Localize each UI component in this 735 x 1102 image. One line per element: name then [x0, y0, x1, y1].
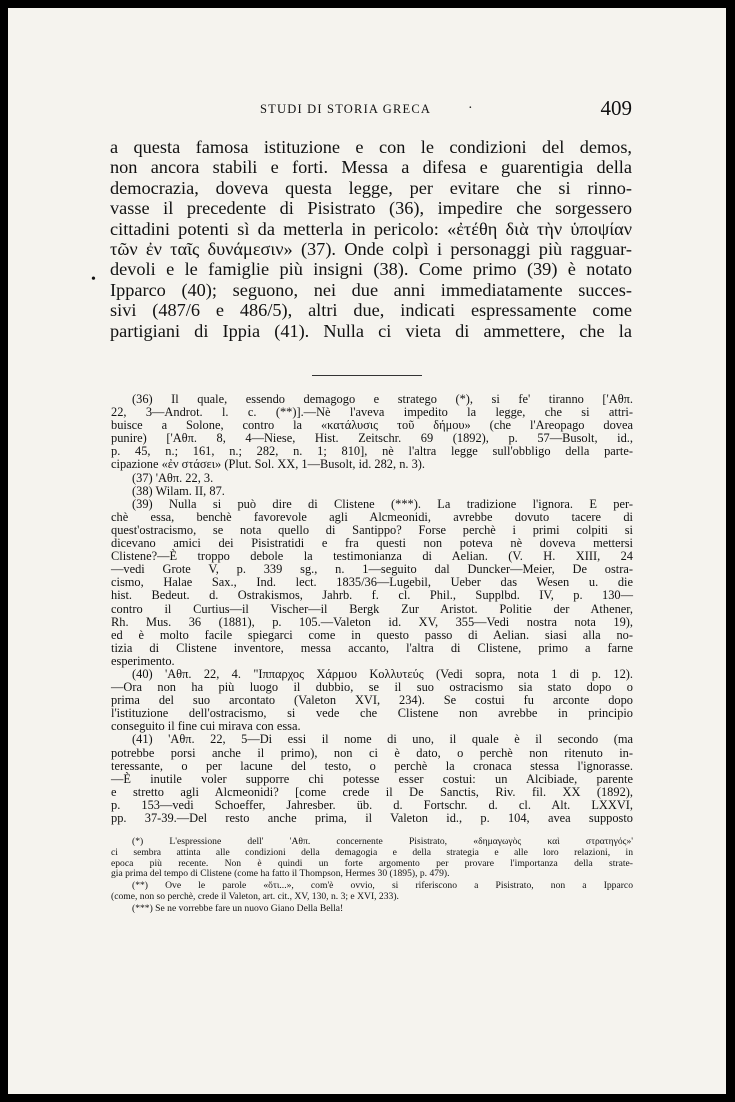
scanned-book-page [8, 8, 726, 1094]
note-line: pp. 37-39.—Del resto anche prima, il Valeton id., p. 104, avea supposto [111, 811, 633, 825]
note-line: 22, 3—Androt. l. c. (**)].—Nè l'aveva impedito la legge, che si attri- [111, 405, 633, 420]
note-line: (41) 'Αθπ. 22, 5—Di essi il nome di uno, il quale è il secondo (ma [132, 732, 633, 747]
main-text-block [110, 137, 632, 341]
small-footnote-line: (come, non so perchè, crede il Valeton, art. cit., XV, 130, n. 3; e XVI, 233). [111, 890, 399, 902]
note-line: e stretto agli Alcmeonidi? [come crede il De Sanctis, Riv. fil. XX (1892), [111, 784, 633, 799]
note-line: cismo, Halae Sax., Ind. lect. 1835/36—Lugebil, Ueber das Wesen u. die [111, 575, 633, 590]
note-line: —È inutile voler supporre chi potesse esser costui: un Alcibiade, parente [111, 771, 633, 786]
note-line: cipazione «ἐν στάσει» (Plut. Sol. XX, 1—Busolt, id. 282, n. 3). [111, 457, 426, 472]
running-title: STUDI DI STORIA GRECA [260, 102, 432, 116]
notes-block [111, 375, 633, 825]
note-line: —vedi Grote V, p. 339 sg., n. 1—seguito dal Duncker—Meier, De ostra- [111, 562, 633, 577]
note-line: teressante, o per lacune del testo, o perchè la cronaca stessa l'ignorasse. [111, 758, 633, 773]
note-line: l'istituzione dell'ostracismo, si vede che Clistene non avrebbe in principio [111, 706, 633, 721]
note-line: Clistene?—È troppo debole la testimonianza di Aelian. (V. H. XIII, 24 [111, 549, 633, 564]
body-line: vasse il precedente di Pisistrato (36), impedire che sorgessero [110, 198, 632, 219]
note-line: (37) 'Αθπ. 22, 3. [132, 470, 214, 485]
note-line: (39) Nulla si può dire di Clistene (***). La tradizione l'ignora. E per- [132, 496, 633, 511]
note-line: (36) Il quale, essendo demagogo e stratego (*), si fe' tiranno ['Αθπ. [132, 392, 633, 406]
note-line: p. 153—vedi Schoeffer, Jahresber. üb. d. Fortschr. d. cl. Alt. LXXVI, [111, 797, 633, 812]
note-line: punire) ['Αθπ. 8, 4—Niese, Hist. Zeitschr. 69 (1892), p. 57—Busolt, id., [111, 431, 633, 446]
small-footnote-line: gia prima del tempo di Clistene (come ha fatto il Thompson, Hermes 30 (1895), p. 479). [111, 868, 450, 880]
note-line: esperimento. [111, 653, 175, 668]
notes-separator-rule [312, 375, 422, 376]
margin-dot: · [468, 101, 473, 116]
note-line: chè essa, benchè favorevole agli Alcmeonidi, avrebbe dovuto tacere di [111, 509, 633, 524]
note-line: hist. Bedeut. d. Ostrakismos, Jahrb. f. cl. Phil., Supplbd. IV, p. 130— [111, 588, 633, 603]
small-footnote-line: (***) Se ne vorrebbe fare un nuovo Giano Della Bella! [132, 902, 344, 914]
body-line: non ancora stabili e forti. Messa a difesa e guarentigia della [110, 157, 632, 178]
page-number: 409 [600, 96, 632, 120]
small-footnote-line: (*) L'espressione dell' 'Αθπ. concernente Pisistrato, «δημαγωγὸς καὶ στρατηγός»' [132, 836, 633, 847]
note-line: ed è molto facile spiegarci come in questo passo di Aelian. siasi alla no- [111, 627, 633, 642]
note-line: quest'ostracismo, se nota quello di Santippo? Forse perchè i primi colpiti si [111, 522, 633, 537]
note-line: dicevano amici dei Pisistratidi e fra questi non poteva nè doveva mettersi [111, 536, 633, 551]
body-line: partigiani di Ippia (41). Nulla ci vieta di ammettere, che la [110, 320, 632, 341]
note-line: p. 45, n.; 161, n.; 282, n. 1; 810], nè l'altra legge sull'obbligo della parte- [111, 444, 633, 459]
margin-bullet: • [91, 272, 96, 287]
small-footnotes-block [111, 837, 633, 915]
note-line: tizia di Clistene inventore, messa accanto, l'altra di Clistene, primo a farne [111, 640, 633, 655]
note-line: Rh. Mus. 36 (1881), p. 105.—Valeton id. XV, 355—Vedi nostra nota 19), [111, 614, 633, 629]
note-line: conseguito il fine cui mirava con essa. [111, 719, 301, 734]
body-line: τῶν ἐν ταῖς δυνάμεσιν» (37). Onde colpì i personaggi più ragguar- [110, 238, 632, 259]
small-footnote-line: ci sembra attinta alle condizioni della demagogia e della strategia e alle loro relazioni, in [111, 846, 633, 858]
note-line: potrebbe porsi anche il primo), non ci è dato, o perchè non ritenuto in- [111, 745, 633, 760]
body-line: devoli e le famiglie più insigni (38). Come primo (39) è notato [110, 259, 632, 280]
note-line: prima del suo arcontato (Valeton XVI, 234). Se costui fu arconte dopo [111, 693, 633, 708]
small-footnote-line: epoca più recente. Non è quindi un forte argomento per provare l'importanza della strate- [111, 857, 633, 869]
note-line: (38) Wilam. II, 87. [132, 483, 225, 498]
note-line: buisce a Solone, contro la «κατάλυσις τοῦ δήμου» (che l'Areopago dovea [111, 418, 633, 433]
small-footnote-line: (**) Ove le parole «ὅτι...», com'è ovvio, si riferiscono a Pisistrato, non a Ipparco [132, 880, 633, 892]
body-line: democrazia, doveva questa legge, per evitare che si rinno- [110, 177, 632, 198]
note-line: (40) 'Αθπ. 22, 4. "Ιππαρχος Χάρμου Κολλυτεύς (Vedi sopra, nota 1 di p. 12). [132, 666, 633, 681]
running-head [118, 96, 632, 124]
note-line: —Ora non ha più luogo il dubbio, se il suo ostracismo sia stato dopo o [111, 680, 633, 695]
body-line: cittadini potenti sì da metterla in pericolo: «ἐτέθη διὰ τὴν ὑποψίαν [110, 218, 632, 239]
body-line: Ipparco (40); seguono, nei due anni immediatamente succes- [110, 279, 632, 300]
body-line: a questa famosa istituzione e con le condizioni del demos, [110, 137, 632, 157]
note-line: contro il Curtius—il Vischer—il Bergk Zur Aristot. Politie der Athener, [111, 601, 633, 616]
body-line: sivi (487/6 e 486/5), altri due, indicati espressamente come [110, 300, 632, 321]
